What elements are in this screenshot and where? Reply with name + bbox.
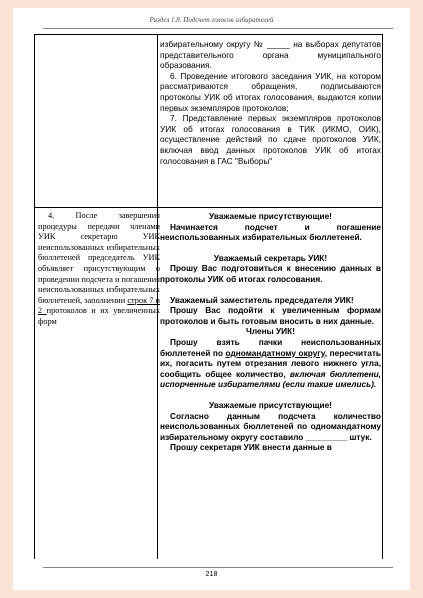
row2-left-cell [38, 211, 160, 328]
table-border-right [382, 34, 383, 559]
row2-left-text-1: 4. После завершения процедуры передачи членами УИК секретарю УИК неиспользованных избирательных бюллетеней председатель УИК объявляет присутствующим о проведении подсчета и погашения неиспользованных избирательных бюллетеней, заполнении [38, 211, 160, 305]
greeting-deputy-chair: Уважаемый заместитель председателя УИК! [170, 294, 354, 305]
footer-rule [43, 567, 393, 568]
row2-paragraph-3: Прошу Вас подойти к увеличенным формам протоколов и быть готовым вносить в них данные. [160, 305, 381, 326]
greeting-participants: Уважаемые присутствующие! [209, 211, 332, 221]
row2-paragraph-4 [160, 337, 381, 390]
row1-paragraph-1: избирательному округу № _____ на выборах депутатов представительного органа муниципального образования. [160, 39, 381, 71]
row2-right-cell [160, 211, 381, 453]
running-header: Раздел 1.8. Подсчет голосов избирателей [149, 16, 274, 24]
row2-paragraph-5: Согласно данным подсчета количество неиспользованных бюллетеней по одномандатному избирательному округу составило _________ штук. [160, 410, 381, 442]
row2-paragraph-2: Прошу Вас подготовиться к внесению данных в протоколы УИК об итогах голосования. [160, 263, 381, 284]
row2-left-text-2: протоколов и их увеличенных форм [38, 306, 160, 326]
header-rule [43, 28, 393, 29]
greeting-secretary: Уважаемый секретарь УИК! [213, 252, 328, 263]
row2-paragraph-4-d: включая бюллетени, испорченные избирателями (если такие имелись). [160, 368, 381, 390]
row2-left-paragraph [38, 211, 160, 328]
row2-paragraph-6: Прошу секретаря УИК внести данные в [170, 442, 332, 453]
row1-paragraph-2: 6. Проведение итогового заседания УИК, на котором рассматриваются обращения, подписываются протоколы УИК об итогах голосования, выдаются копии первых экземпляров протоколов; [160, 70, 381, 113]
greeting-participants-2: Уважаемые присутствующие! [209, 399, 332, 410]
row2-paragraph-1: Начинается подсчет и погашение неиспользованных избирательных бюллетеней. [160, 221, 381, 243]
row2-paragraph-4-a: Прошу взять пачки неиспользованных бюллетеней по [160, 336, 381, 358]
row2-paragraph-4-c: пересчитать их, погасить путем отрезания левого нижнего угла, сообщить общее количество, [160, 347, 381, 379]
page-number: 218 [205, 571, 218, 578]
table-border-left [34, 34, 35, 559]
row2-paragraph-4-b: одномандатному округу, [225, 347, 328, 358]
row1-right-cell [160, 39, 381, 166]
table-border-top [34, 34, 383, 35]
row2-left-underlined: строк 7 и 2 [38, 295, 160, 316]
table-row-divider [34, 207, 383, 208]
greeting-members: Члены УИК! [246, 326, 295, 337]
row1-paragraph-3: 7. Представление первых экземпляров протоколов УИК об итогах голосования в ТИК (ИКМО, ОИК), осуществление действий по сдаче протоколов УИК, включая ввод данных протоколов УИК об итогах голосования в ГАС "Выборы" [160, 113, 381, 166]
